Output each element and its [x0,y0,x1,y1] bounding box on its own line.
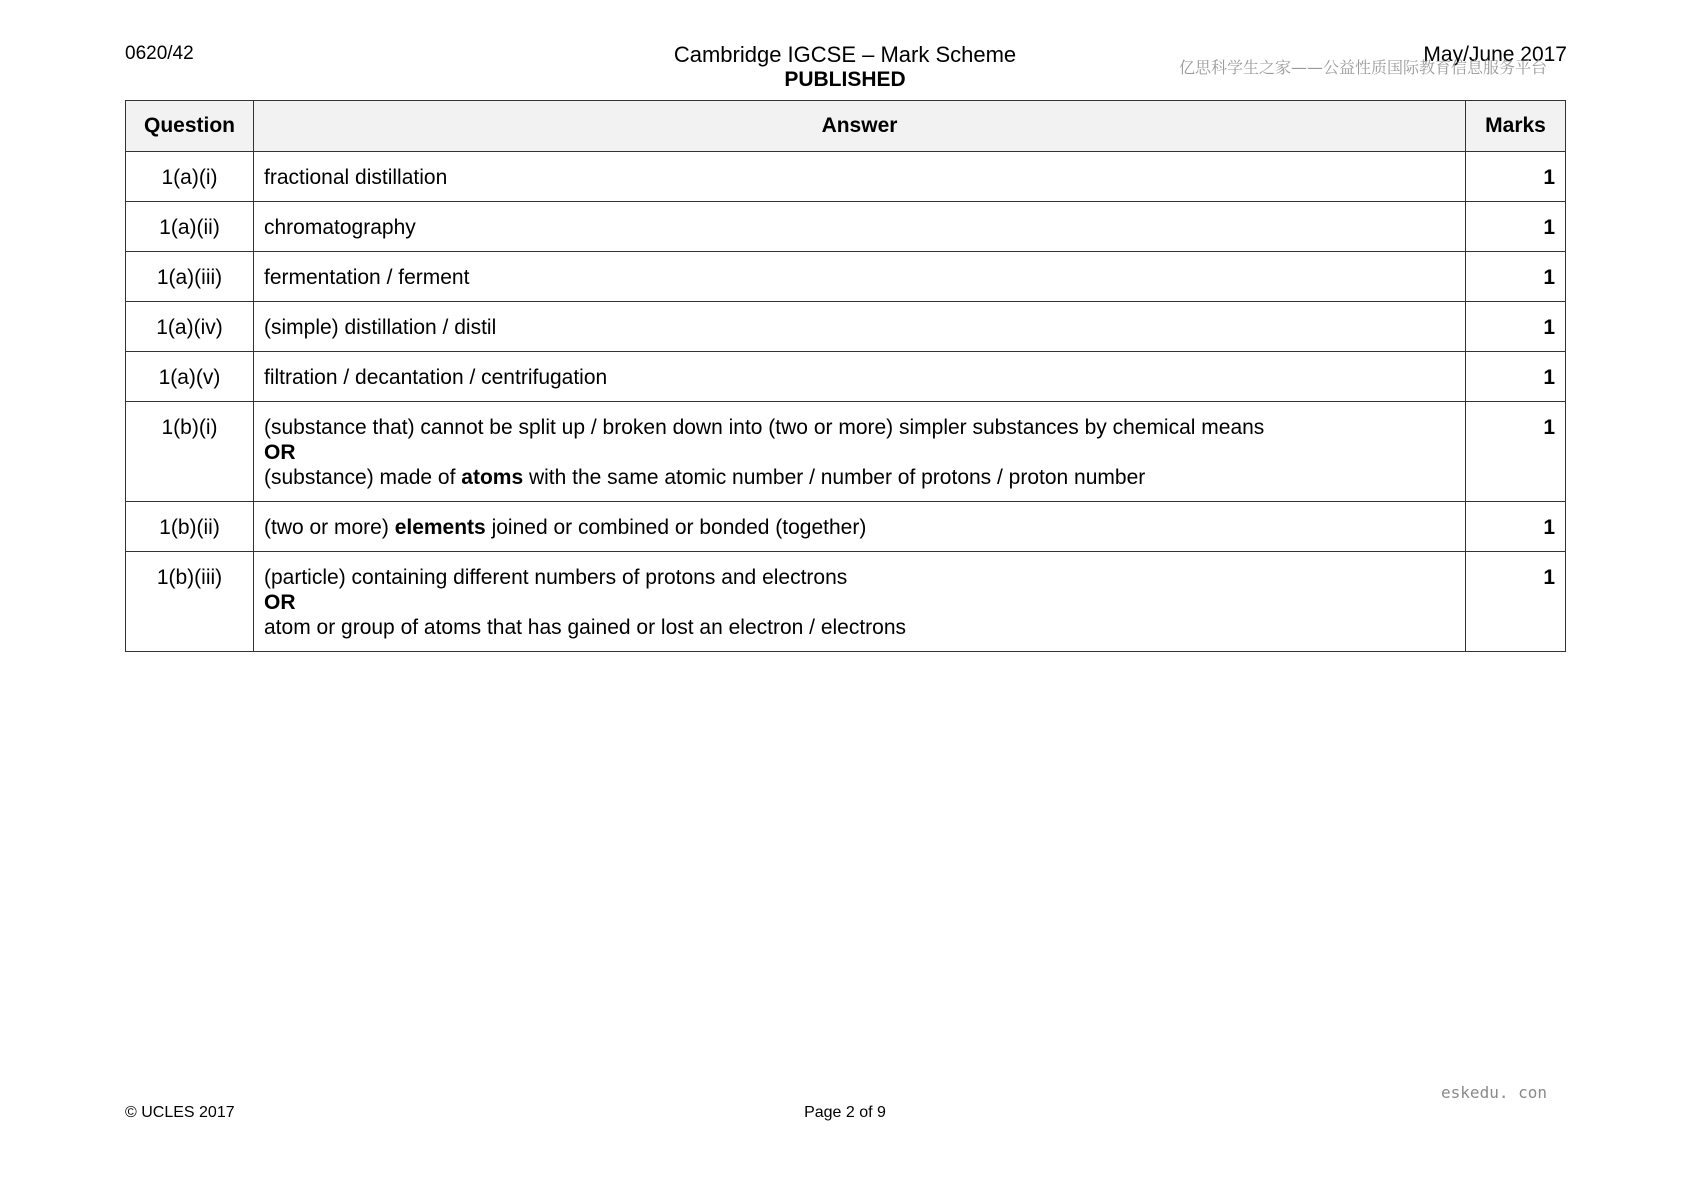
copyright-notice: © UCLES 2017 [125,1104,235,1121]
answer-text [254,502,1466,552]
question-number: 1(b)(iii) [126,552,254,652]
answer-column-header: Answer [254,101,1466,152]
answer-line: atom or group of atoms that has gained or lost an electron / electrons [264,616,907,639]
answer-line: (particle) containing different numbers of protons and electrons [264,566,848,589]
published-label: PUBLISHED [784,68,906,91]
table-header-row [126,101,1566,152]
table-row [126,152,1566,202]
table-row [126,352,1566,402]
marks-value: 1 [1466,502,1566,552]
key-term: atoms [461,466,524,489]
answer-text: fractional distillation [254,152,1466,202]
question-number: 1(a)(ii) [126,202,254,252]
marks-value: 1 [1466,202,1566,252]
marks-value: 1 [1466,152,1566,202]
answer-text: chromatography [254,202,1466,252]
answer-segment: with the same atomic number / number of protons / proton number [523,466,1146,489]
marks-column-header: Marks [1466,101,1566,152]
answer-line: (substance that) cannot be split up / broken down into (two or more) simpler substances by chemical means [264,416,1265,439]
marks-value: 1 [1466,402,1566,502]
exam-session: May/June 2017 [1423,43,1567,66]
table-row [126,402,1566,502]
question-number: 1(b)(i) [126,402,254,502]
table-row [126,552,1566,652]
answer-text [254,552,1466,652]
or-separator: OR [264,441,296,464]
mark-scheme-table [125,100,1566,652]
question-number: 1(a)(i) [126,152,254,202]
answer-segment: (substance) made of [264,466,462,489]
question-number: 1(b)(ii) [126,502,254,552]
footer-watermark: eskedu. con [1441,1083,1547,1102]
table-row [126,502,1566,552]
question-column-header: Question [126,101,254,152]
table-row [126,202,1566,252]
answer-segment: (two or more) [264,516,395,539]
marks-value: 1 [1466,552,1566,652]
answer-line [264,465,1455,490]
marks-value: 1 [1466,252,1566,302]
paper-code: 0620/42 [125,43,194,64]
answer-text [254,402,1466,502]
answer-text: (simple) distillation / distil [254,302,1466,352]
table-row [126,252,1566,302]
answer-text: filtration / decantation / centrifugation [254,352,1466,402]
answer-text: fermentation / ferment [254,252,1466,302]
table-row [126,302,1566,352]
marks-value: 1 [1466,302,1566,352]
document-title: Cambridge IGCSE – Mark Scheme [673,42,1017,67]
header-watermark: 亿思科学生之家——公益性质国际教育信息服务平台 [1178,58,1547,77]
page-number: Page 2 of 9 [804,1104,886,1121]
marks-value: 1 [1466,352,1566,402]
key-term: elements [394,516,486,539]
or-separator: OR [264,591,296,614]
question-number: 1(a)(iv) [126,302,254,352]
question-number: 1(a)(iii) [126,252,254,302]
question-number: 1(a)(v) [126,352,254,402]
answer-segment: joined or combined or bonded (together) [485,516,867,539]
